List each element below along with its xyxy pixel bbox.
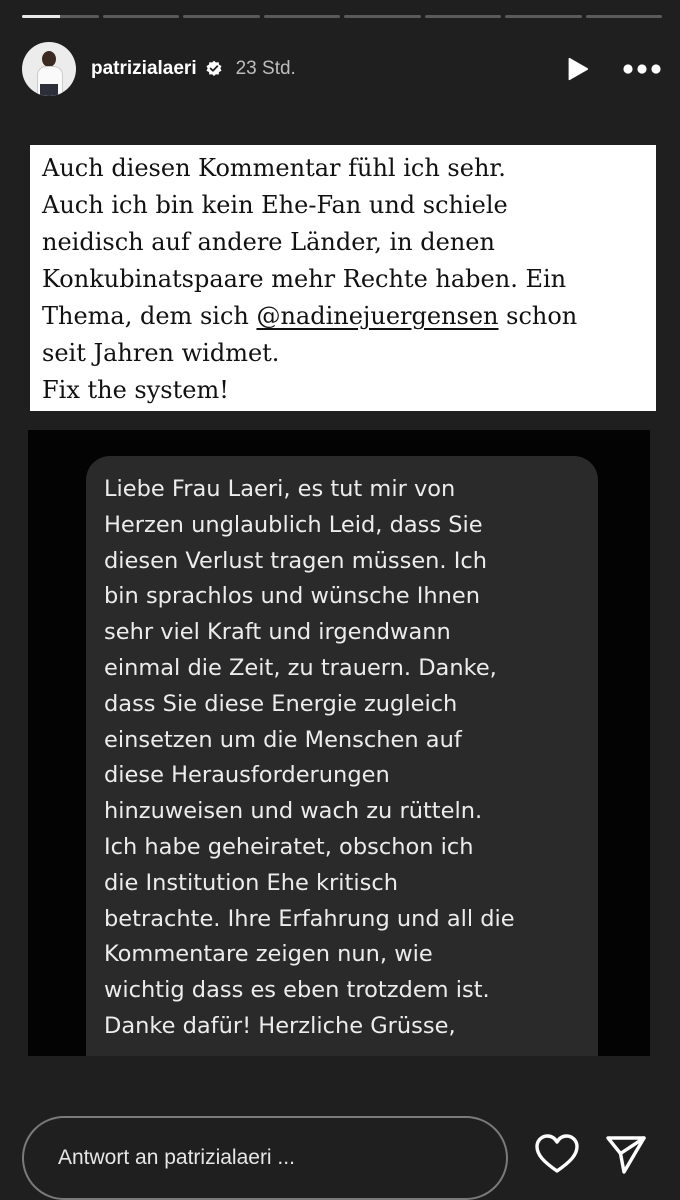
message-line: diese Herausforderungen	[104, 762, 390, 789]
message-line: hinzuweisen und wach zu rütteln.	[104, 798, 483, 825]
reply-placeholder: Antwort an patrizialaeri ...	[58, 1146, 295, 1169]
message-line: Kommentare zeigen nun, wie	[104, 941, 433, 968]
post-time: 23 Std.	[235, 58, 296, 79]
message-line: Danke dafür! Herzliche Grüsse,	[104, 1012, 456, 1039]
reply-input[interactable]	[22, 1116, 508, 1200]
progress-segment	[22, 15, 99, 18]
progress-segment	[264, 15, 341, 18]
message-line: dass Sie diese Energie zugleich	[104, 690, 458, 717]
username[interactable]: patrizialaeri	[91, 58, 197, 79]
progress-segment	[505, 15, 582, 18]
message-line: Herzen unglaublich Leid, dass Sie	[104, 511, 483, 538]
mention-link[interactable]: @nadinejuergensen	[256, 302, 499, 330]
progress-segment	[425, 15, 502, 18]
progress-segment	[344, 15, 421, 18]
play-icon[interactable]	[564, 56, 590, 82]
message-bubble	[86, 456, 598, 1056]
story-caption	[30, 145, 656, 411]
embedded-message-screenshot	[28, 430, 650, 1056]
avatar[interactable]	[22, 42, 76, 96]
message-line: Ich habe geheiratet, obschon ich	[104, 833, 474, 860]
message-line: sehr viel Kraft und irgendwann	[104, 619, 451, 646]
caption-text: Auch diesen Kommentar fühl ich sehr. Auch ich bin kein Ehe-Fan und schiele neidisch auf andere Länder, in denen Konkubinatspaare mehr Rechte haben. Ein Thema, dem sich	[42, 154, 567, 330]
more-horizontal-icon[interactable]	[622, 63, 662, 75]
progress-segment	[103, 15, 180, 18]
progress-segment	[183, 15, 260, 18]
story-header	[22, 40, 662, 98]
progress-segment	[586, 15, 663, 18]
message-line: betrachte. Ihre Erfahrung und all die	[104, 905, 515, 932]
send-icon[interactable]	[604, 1132, 648, 1176]
message-line: diesen Verlust tragen müssen. Ich	[104, 547, 487, 574]
message-line: Liebe Frau Laeri, es tut mir von	[104, 476, 456, 502]
progress-fill	[22, 15, 60, 18]
story-progress-bar	[22, 15, 662, 18]
message-line: bin sprachlos und wünsche Ihnen	[104, 583, 480, 610]
message-line: einmal die Zeit, zu trauern. Danke,	[104, 654, 497, 681]
message-line: die Institution Ehe kritisch	[104, 869, 398, 896]
verified-badge-icon	[205, 60, 223, 78]
caption-text-end: schon seit Jahren widmet. Fix the system!	[42, 302, 578, 404]
heart-icon[interactable]	[534, 1133, 580, 1175]
message-line: wichtig dass es eben trotzdem ist.	[104, 977, 490, 1004]
message-line: einsetzen um die Menschen auf	[104, 726, 462, 753]
